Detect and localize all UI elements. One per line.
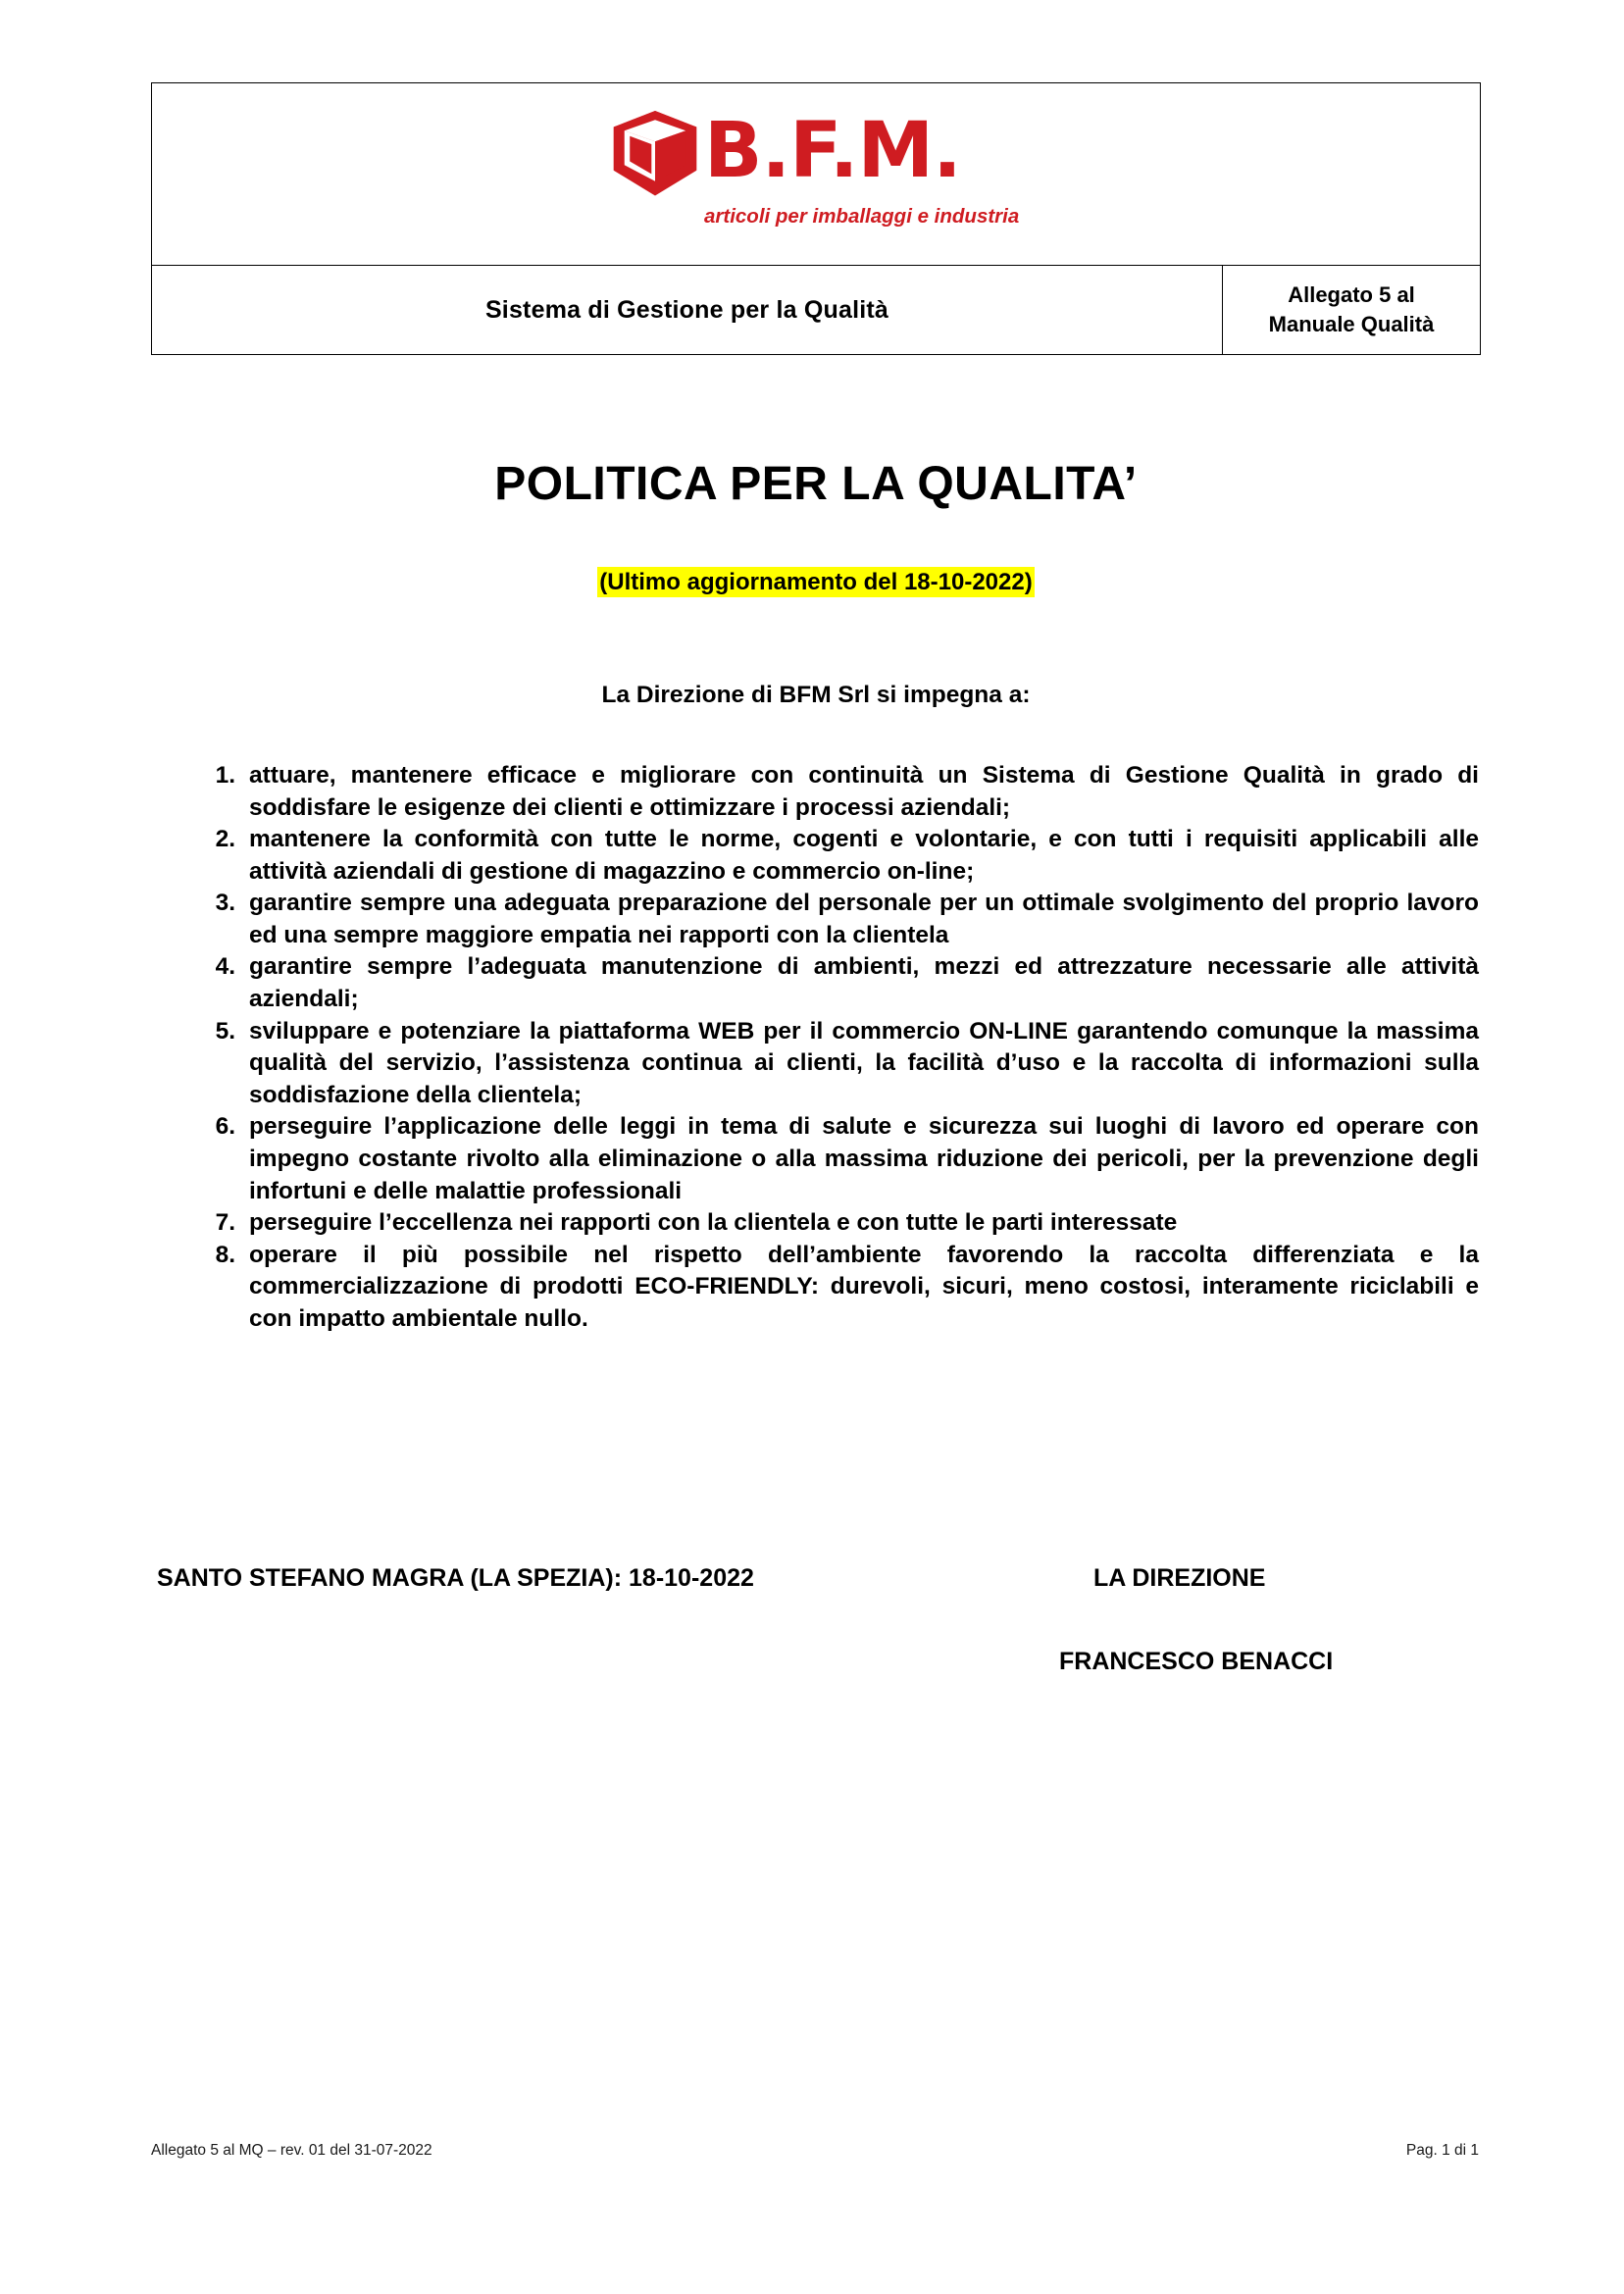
list-item-number: 5. — [215, 1017, 235, 1045]
list-item-number: 2. — [215, 826, 235, 853]
reference-line-1: Allegato 5 al — [1288, 282, 1415, 308]
last-update-highlight: (Ultimo aggiornamento del 18-10-2022) — [599, 569, 1033, 595]
list-item-number: 3. — [215, 890, 235, 917]
company-logo — [610, 103, 1022, 240]
footer-page-number: Pag. 1 di 1 — [1405, 2142, 1479, 2159]
list-item — [192, 1111, 1479, 1207]
reference-cell — [1223, 266, 1481, 355]
page-title: POLITICA PER LA QUALITA’ — [494, 458, 1138, 510]
list-item — [192, 888, 1479, 951]
signature-place-date: SANTO STEFANO MAGRA (LA SPEZIA): 18-10-2022 — [157, 1564, 754, 1592]
list-item-text: sviluppare e potenziare la piattaforma WEB per il commercio ON-LINE garantendo comunque la massima qualità del servizio, l’assistenza continua ai clienti, la facilità d’uso e la raccolta di informazioni sulla soddisfazione della clientela; — [249, 1017, 1479, 1108]
signature-name: FRANCESCO BENACCI — [1059, 1648, 1334, 1675]
list-item — [192, 1207, 1479, 1240]
list-item — [192, 1240, 1479, 1336]
list-item-number: 7. — [215, 1209, 235, 1237]
list-item-number: 6. — [215, 1113, 235, 1141]
list-item-text: garantire sempre una adeguata preparazione del personale per un ottimale svolgimento del proprio lavoro ed una sempre maggiore empatia nei rapporti con la clientela — [249, 890, 1479, 948]
list-item — [192, 951, 1479, 1015]
signature-role: LA DIREZIONE — [1093, 1564, 1266, 1592]
list-item-number: 1. — [215, 762, 235, 789]
footer-document-reference: Allegato 5 al MQ – rev. 01 del 31-07-2022 — [151, 2142, 432, 2159]
system-title-cell: Sistema di Gestione per la Qualità — [152, 266, 1223, 355]
document-header-table — [151, 82, 1481, 355]
list-item — [192, 824, 1479, 888]
bfm-box-logo-icon — [610, 109, 700, 203]
list-item-text: attuare, mantenere efficace e migliorare con continuità un Sistema di Gestione Qualità in grado di soddisfare le esigenze dei clienti e ottimizzare i processi aziendali; — [249, 762, 1479, 821]
list-item-number: 4. — [215, 953, 235, 981]
last-update-note — [151, 569, 1481, 596]
list-item-text: operare il più possibile nel rispetto dell’ambiente favorendo la raccolta differenziata e la commercializzazione di prodotti ECO-FRIENDLY: durevoli, sicuri, meno costosi, interamente riciclabili e con impatto ambientale nullo. — [249, 1241, 1479, 1332]
list-item-number: 8. — [215, 1241, 235, 1268]
list-item-text: garantire sempre l’adeguata manutenzione di ambienti, mezzi ed attrezzature necessarie alle attività aziendali; — [249, 953, 1479, 1013]
logo-tagline: articoli per imballaggi e industria — [704, 205, 1020, 228]
commitment-intro: La Direzione di BFM Srl si impegna a: — [601, 682, 1031, 708]
logo-row — [152, 83, 1481, 266]
policy-list — [192, 760, 1479, 1335]
list-item — [192, 1016, 1479, 1112]
reference-line-2: Manuale Qualità — [1268, 312, 1435, 336]
logo-brand-text: B.F.M. — [704, 107, 961, 195]
header-info-row — [152, 266, 1481, 355]
list-item-text: mantenere la conformità con tutte le norme, cogenti e volontarie, e con tutti i requisiti applicabili alle attività aziendali di gestione di magazzino e commercio on-line; — [249, 826, 1479, 885]
list-item-text: perseguire l’eccellenza nei rapporti con la clientela e con tutte le parti interessate — [249, 1209, 1178, 1237]
list-item — [192, 760, 1479, 824]
logo-cell — [152, 83, 1481, 266]
list-item-text: perseguire l’applicazione delle leggi in tema di salute e sicurezza sui luoghi di lavoro ed operare con impegno costante rivolto alla eliminazione o alla massima riduzione dei pericoli, per la prevenzione degli infortuni e delle malattie professionali — [249, 1113, 1479, 1204]
